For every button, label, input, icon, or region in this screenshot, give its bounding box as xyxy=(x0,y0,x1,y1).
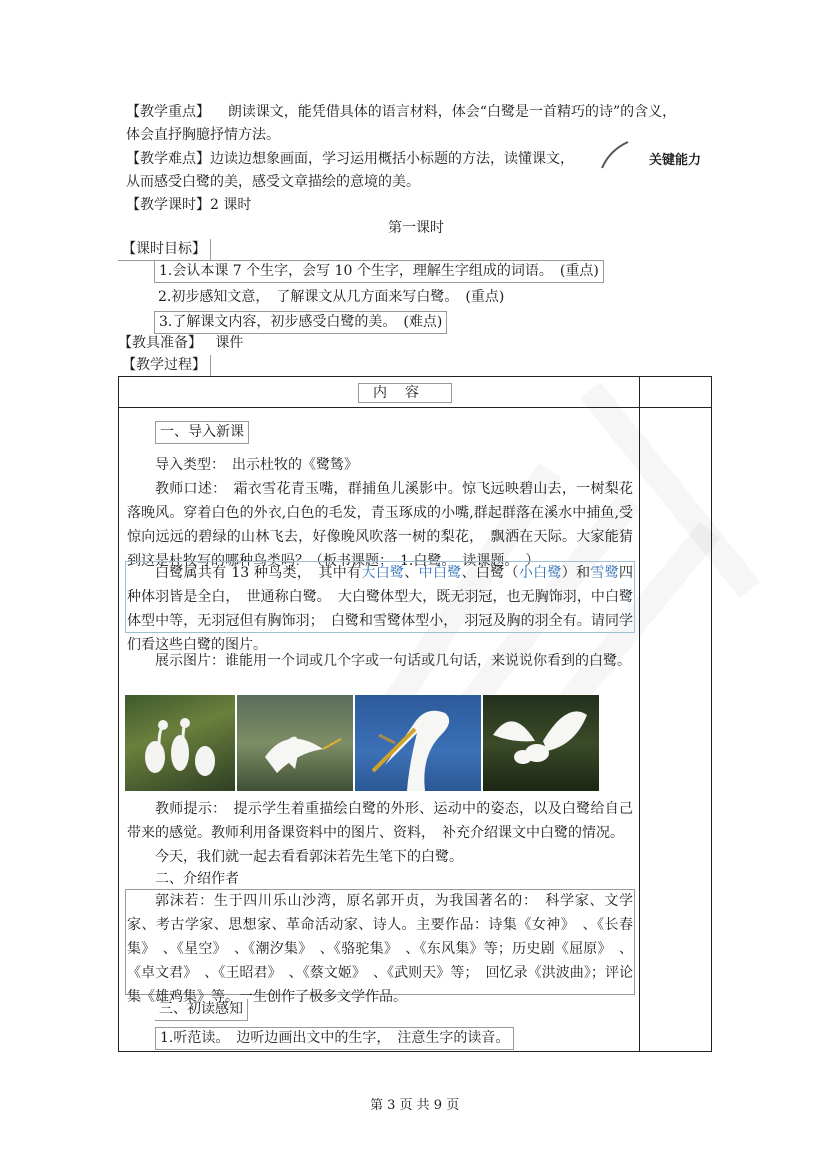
difficulty-text: 边读边想象画面，学习运用概括小标题的方法，读懂课文， xyxy=(210,151,574,167)
focus-text: 朗读课文，能凭借具体的语言材料，体会“白鹭是一首精巧的诗”的含义， xyxy=(227,104,677,120)
side-note: 关键能力 xyxy=(649,153,702,168)
table-divider-horizontal xyxy=(119,407,711,408)
difficulty-line-1 xyxy=(126,148,574,170)
section3-title: 三、初读感知 xyxy=(155,999,248,1021)
tools-label: 【教具准备】 xyxy=(118,335,202,351)
egret-photo-2 xyxy=(237,695,353,791)
side-note-mark xyxy=(598,140,632,170)
focus-label: 【教学重点】 xyxy=(126,104,210,120)
goal-item: 2.初步感知文意， 了解课文从几方面来写白鹭。 (重点) xyxy=(158,289,505,305)
goal-item: 3.了解课文内容，初步感受白鹭的美。 (难点) xyxy=(154,311,447,334)
section2-title: 二、介绍作者 xyxy=(155,871,239,887)
goal-item: 1.会认本课 7 个生字，会写 10 个生字，理解生字组成的词语。 (重点) xyxy=(154,260,604,283)
focus-line-2: 体会直抒胸臆抒情方法。 xyxy=(126,127,280,143)
focus-line-1 xyxy=(126,101,676,123)
section1-title: 一、导入新课 xyxy=(155,421,249,444)
egret-info: 白鹭属共有 13 种鸟类， 其中有大白鹭、中白鹭、白鹭（小白鹭）和雪鹭四种体羽皆是全白， 世通称白鹭。 大白鹭体型大，既无羽冠，也无胸饰羽，中白鹭体型中等，无羽冠但有胸饰羽； 白鹭和雪鹭体型小， 羽冠及胸的羽全有。请同学们看这些白鹭的图片。 xyxy=(127,565,634,653)
goals-label: 【课时目标】 xyxy=(118,239,211,261)
teacher-tip: 教师提示： 提示学生着重描绘白鹭的外形、运动中的姿态，以及白鹭给自己带来的感觉。教师利用备课资料中的图片、资料， 补充介绍课文中白鹭的情况。 xyxy=(127,801,633,841)
first-lesson-title: 第一课时 xyxy=(388,220,444,236)
egret-snow: 雪鹭 xyxy=(590,565,620,581)
egret-photo-4 xyxy=(483,695,599,791)
show-pictures: 展示图片：谁能用一个词或几个字或一句话或几句话，来说说你看到的白鹭。 xyxy=(155,653,631,669)
difficulty-line-2: 从而感受白鹭的美，感受文章描绘的意境的美。 xyxy=(126,174,420,190)
difficulty-label: 【教学难点】 xyxy=(126,151,210,167)
tools-line xyxy=(118,332,243,354)
goals-label-line xyxy=(118,238,211,261)
author-bio: 郭沫若：生于四川乐山沙湾，原名郭开贞，为我国著名的： 科学家、文学家、考古学家、思想家、革命活动家、诗人。主要作品：诗集《女神》 、《长春集》 、《星空》 、《潮汐集》 、《骆驼集》 、《东风集》等；历史剧《屈原》 、《卓文君》 、《王昭君》 、《蔡文姬》 、《武则天》等； 回忆录《洪波曲》；评论集《雄鸡集》等。一生创作了极多文学作品。 xyxy=(127,893,633,1005)
process-label: 【教学过程】 xyxy=(118,355,211,377)
egret-small: 小白鹭 xyxy=(518,565,562,581)
table-divider-vertical xyxy=(639,377,640,1051)
process-table xyxy=(118,376,712,1052)
intro-type: 导入类型： 出示杜牧的《鹭鸶》 xyxy=(155,457,358,473)
egret-photo-1 xyxy=(125,695,235,791)
egret-photo-3 xyxy=(355,695,481,791)
egret-mid: 中白鹭 xyxy=(418,565,462,581)
teacher-speech: 教师口述： 霜衣雪花青玉嘴，群捕鱼儿溪影中。惊飞远映碧山去，一树梨花落晚风。穿着白色的外衣,白色的毛发，青玉琢成的小嘴,群起群落在溪水中捕鱼,受惊向远远的碧绿的山林飞去，好像晚风吹落一树的梨花， 飘洒在天际。大家能猜到这是杜牧写的哪种鸟类吗？（板书课题： 1.白鹭。 读课题。 ） xyxy=(127,481,633,569)
process-line xyxy=(118,354,211,377)
egret-big: 大白鹭 xyxy=(361,565,405,581)
today-line: 今天，我们就一起去看看郭沫若先生笔下的白鹭。 xyxy=(155,849,463,865)
table-header: 内容 xyxy=(358,383,452,403)
goals-box xyxy=(154,260,604,334)
egret-photos xyxy=(125,695,599,791)
tools-text: 课件 xyxy=(215,335,244,351)
page-footer: 第 3 页 共 9 页 xyxy=(370,1098,460,1113)
step1: 1.听范读。 边听边画出文中的生字， 注意生字的读音。 xyxy=(155,1027,514,1050)
periods-line: 【教学课时】2 课时 xyxy=(126,197,252,213)
